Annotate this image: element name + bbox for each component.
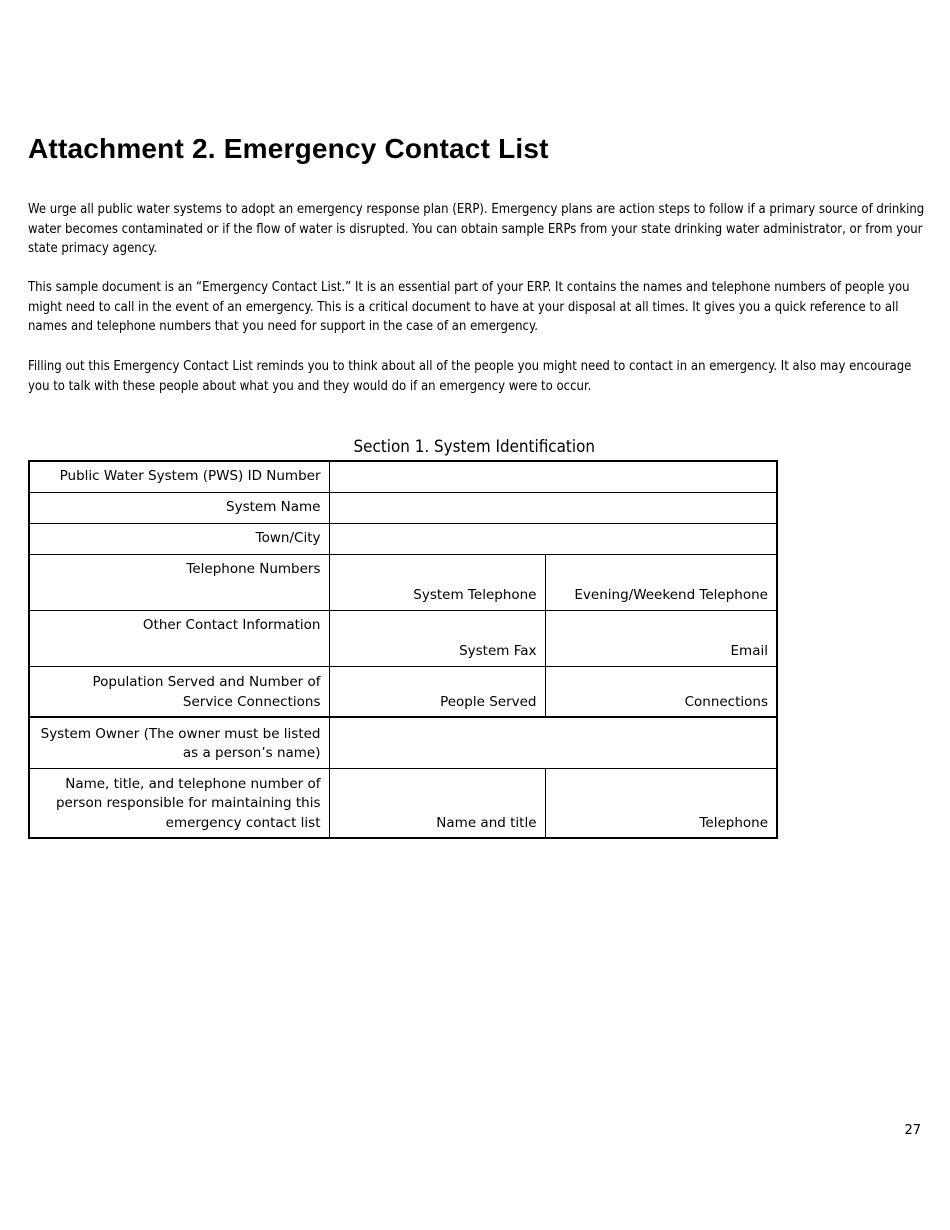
encouragement-paragraph: Filling out this Emergency Contact List reminds you to think about all of the people you might need to contact in an emergency. It also may encourage you to talk with these people about what you and they would do if an emergency were to occur. [28,359,912,394]
pws-id-row [29,461,777,492]
system-fax-field[interactable]: System Fax [329,610,545,666]
owner-field[interactable] [329,717,777,768]
responsible-telephone-field[interactable]: Telephone [545,768,777,838]
page-title: Attachment 2. Emergency Contact List [28,133,549,164]
pws-id-label: Public Water System (PWS) ID Number [29,461,329,492]
connections-field[interactable]: Connections [545,666,777,717]
name-and-title-field[interactable]: Name and title [329,768,545,838]
intro-paragraph: We urge all public water systems to adopt an emergency response plan (ERP). Emergency plans are action steps to follow if a primary source of drinking water becomes contaminated or if the flow of water is disrupted. You can obtain sample ERPs from your state drinking water administrator, or from your state primacy agency. [28,202,925,257]
system-name-label: System Name [29,492,329,523]
email-field[interactable]: Email [545,610,777,666]
evening-weekend-telephone-field[interactable]: Evening/Weekend Telephone [545,554,777,610]
system-name-field[interactable] [329,492,777,523]
town-city-label: Town/City [29,523,329,554]
system-identification-table [28,460,778,839]
page-number: 27 [904,1123,921,1138]
telephone-row [29,554,777,610]
system-name-row [29,492,777,523]
system-telephone-field[interactable]: System Telephone [329,554,545,610]
population-label: Population Served and Number of Service Connections [29,666,329,717]
population-row [29,666,777,717]
description-paragraph: This sample document is an “Emergency Contact List.” It is an essential part of your ERP. It contains the names and telephone numbers of people you might need to call in the event of an emergency. This is a critical document to have at your disposal at all times. It gives you a quick reference to all names and telephone numbers that you need for support in the case of an emergency. [28,280,910,335]
town-city-row [29,523,777,554]
town-city-field[interactable] [329,523,777,554]
responsible-label: Name, title, and telephone number of person responsible for maintaining this emergency contact list [29,768,329,838]
owner-label: System Owner (The owner must be listed as a person’s name) [29,717,329,768]
owner-row [29,717,777,768]
responsible-row [29,768,777,838]
other-contact-row [29,610,777,666]
telephone-label: Telephone Numbers [29,554,329,610]
other-contact-label: Other Contact Information [29,610,329,666]
pws-id-field[interactable] [329,461,777,492]
people-served-field[interactable]: People Served [329,666,545,717]
section-title: Section 1. System Identification [353,437,595,456]
